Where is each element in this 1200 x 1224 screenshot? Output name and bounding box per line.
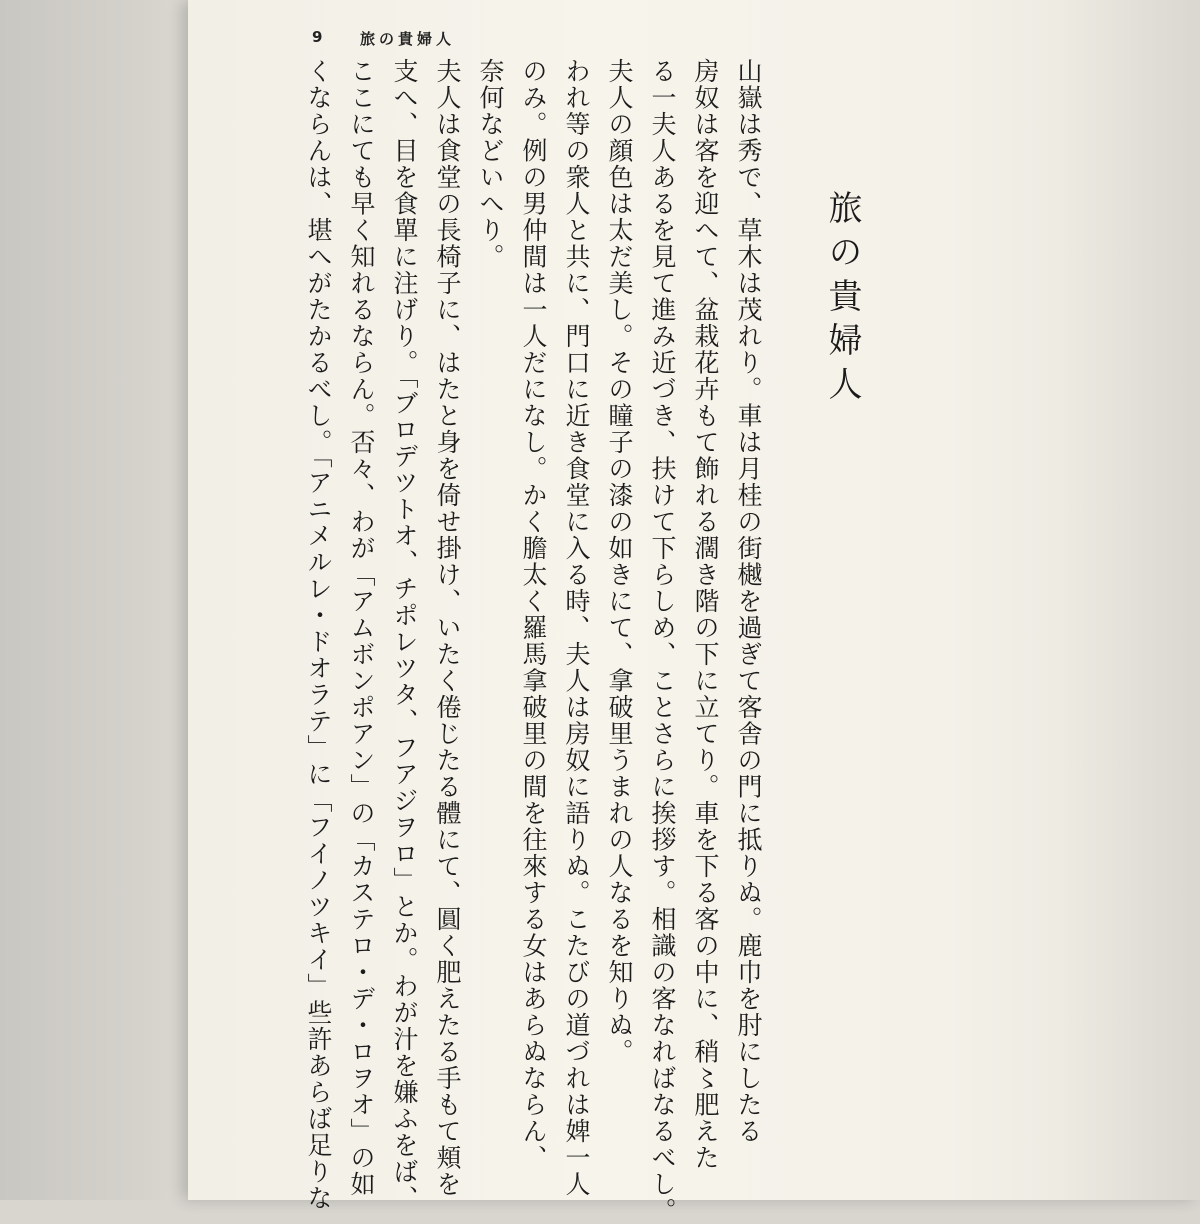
text-line: 夫人の顔色は太だ美し。その瞳子の漆の如きにて、拿破里うまれの人なるを知りぬ。 <box>605 58 634 1065</box>
body-text <box>297 58 770 1224</box>
facing-page-edge <box>0 0 200 1200</box>
text-line: 房奴は客を迎へて、盆栽花卉もて飾れる濶き階の下に立てり。車を下る客の中に、稍〻肥えた <box>691 58 720 1171</box>
page-curve-shadow <box>1060 0 1200 1200</box>
chapter-title: 旅の貴婦人 <box>822 190 862 410</box>
text-line: 夫人は食堂の長椅子に、はたと身を倚せ掛け、いたく倦じたる體にて、圓く肥えたる手もて頬を <box>433 58 462 1198</box>
text-line: 奈何などいへり。 <box>476 58 505 270</box>
running-title: 旅の貴婦人 <box>360 30 456 48</box>
text-line: くならんは、堪へがたかるべし。「アニメルレ・ドオラテ」に「フイノツキイ」些許あらば足りな <box>304 58 333 1212</box>
text-line: 支へ、目を食單に注げり。「ブロデツトオ、チポレツタ、フアジヲロ」とか。わが汁を嫌ふをば、 <box>390 58 419 1212</box>
text-line: われ等の衆人と共に、門口に近き食堂に入る時、夫人は房奴に語りぬ。こたびの道づれは婢一人 <box>562 58 591 1198</box>
text-line: ここにても早く知れるならん。否々、わが「アムボンポアン」の「カステロ・デ・ロヲオ」の如 <box>347 58 376 1198</box>
text-line: のみ。例の男仲間は一人だになし。かく膽太く羅馬拿破里の間を往來する女はあらぬならん、 <box>519 58 548 1171</box>
page-number: 9 <box>312 28 323 46</box>
text-line: 山嶽は秀で、草木は茂れり。車は月桂の街樾を過ぎて客舎の門に抵りぬ。鹿巾を肘にしたる <box>734 58 763 1145</box>
text-line: る一夫人あるを見て進み近づき、扶けて下らしめ、ことさらに挨拶す。相識の客なればなるべし。 <box>648 58 677 1224</box>
